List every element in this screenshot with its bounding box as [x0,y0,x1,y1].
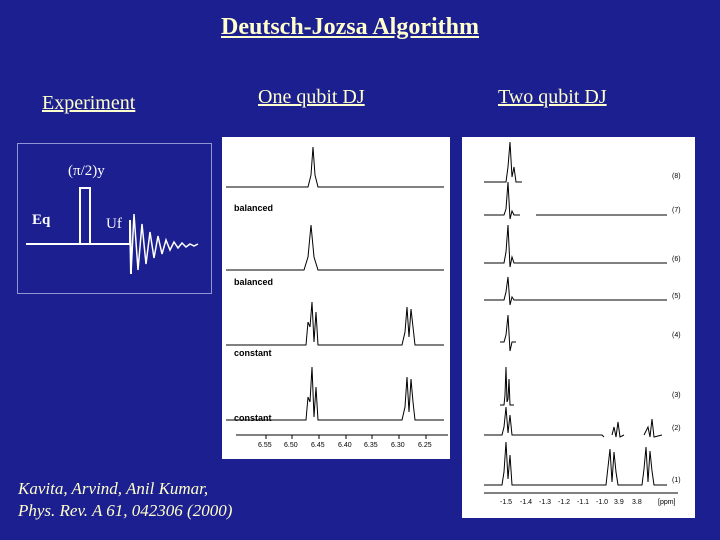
axis-tick: 3.8 [632,499,642,506]
axis-tick: -1.1 [577,499,590,506]
axis-tick: 3.9 [614,499,624,506]
slide-title: Deutsch-Jozsa Algorithm [221,14,479,40]
one-qubit-trace-3 [226,302,444,345]
axis-tick: -1.0 [596,499,609,506]
two-qubit-spectra-graphic [462,137,695,518]
citation [18,478,232,522]
trace-label: (8) [672,173,681,180]
axis-tick: 6.30 [391,442,405,449]
axis-tick: -1.4 [520,499,533,506]
experiment-header: Experiment [42,92,136,114]
trace-label: balanced [234,203,274,213]
trace-label: (1) [672,477,681,484]
two-qubit-trace-7 [484,182,667,219]
one-qubit-spectra [222,137,450,459]
two-qubit-spectra [462,137,695,518]
uf-label: Uf [106,216,122,232]
two-qubit-trace-5 [484,277,667,305]
two-qubit-header: Two qubit DJ [498,86,607,108]
eq-label: Eq [32,212,51,228]
axis-tick: -1.3 [539,499,552,506]
one-qubit-trace-1 [226,147,444,187]
axis-unit: [ppm] [658,499,676,506]
citation-authors: Kavita, Arvind, Anil Kumar, [18,479,209,498]
one-qubit-spectra-graphic [222,137,450,459]
two-qubit-trace-3 [500,367,514,405]
axis-tick: 6.35 [364,442,378,449]
trace-label: constant [234,348,272,358]
axis-tick: 6.50 [284,442,298,449]
trace-label: (3) [672,392,681,399]
pulse-label: (π/2)y [68,163,105,179]
axis-tick: -1.2 [558,499,571,506]
two-qubit-trace-6 [484,225,667,267]
one-qubit-header: One qubit DJ [258,86,365,108]
experiment-diagram [17,143,212,294]
trace-label: (4) [672,332,681,339]
trace-label: balanced [234,277,274,287]
axis-tick: -1.5 [500,499,513,506]
two-qubit-trace-8 [484,142,522,182]
trace-label: (2) [672,425,681,432]
two-qubit-trace-2 [484,407,662,437]
one-qubit-trace-2 [226,225,444,270]
trace-label: (6) [672,256,681,263]
axis-tick: 6.55 [258,442,272,449]
two-qubit-trace-1 [484,442,667,485]
axis-tick: 6.25 [418,442,432,449]
two-qubit-trace-4 [500,315,516,351]
trace-label: (5) [672,293,681,300]
trace-label: constant [234,413,272,423]
citation-reference: Phys. Rev. A 61, 042306 (2000) [18,501,233,520]
trace-label: (7) [672,207,681,214]
axis-tick: 6.40 [338,442,352,449]
axis-tick: 6.45 [311,442,325,449]
